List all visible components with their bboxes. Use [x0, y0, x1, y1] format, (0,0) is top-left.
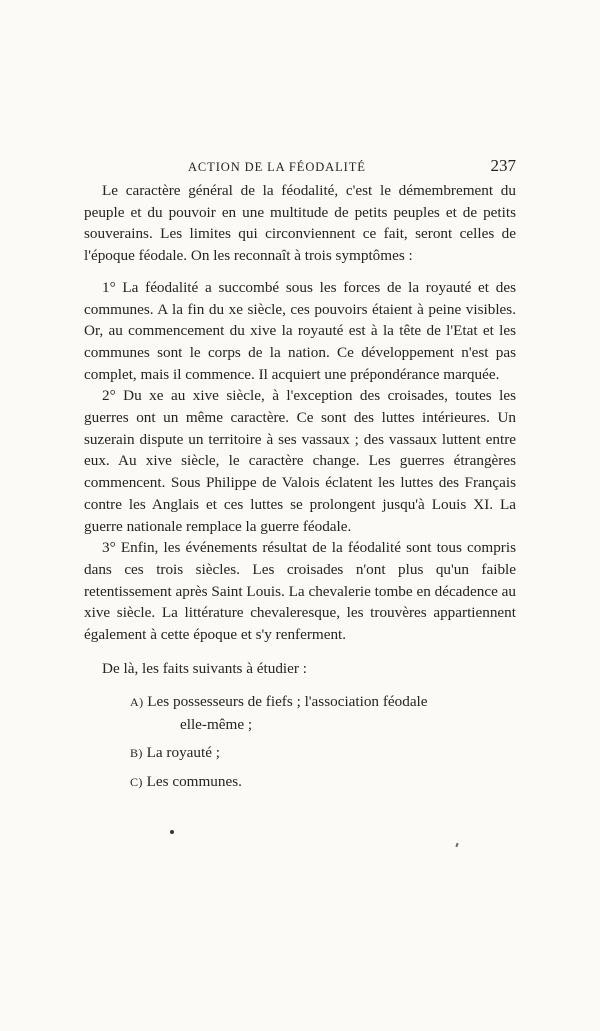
list-item-letter: A) — [130, 695, 144, 710]
ink-speck — [455, 843, 458, 847]
list-item-letter: B) — [130, 745, 143, 760]
list-intro: De là, les faits suivants à étudier : — [102, 659, 307, 677]
list-item — [84, 742, 516, 765]
paragraph-symptom-2: 2° Du xe au xive siècle, à l'exception des croisades, toutes les guerres ont un même caractère. Ce sont des luttes intérieures. Un suzerain dispute un territoire à ses vassaux ; des vassaux luttent entre eux. Au xive siècle, le caractère change. Les guerres étrangères commencent. Sous Philippe de Valois éclatent les luttes des Français contre les Anglais et ces luttes se prolongent jusqu'à Louis XI. La guerre nationale remplace la guerre féodale. — [84, 387, 516, 535]
list-item-text: Les communes. — [146, 772, 242, 790]
list-item-letter: C) — [130, 774, 143, 789]
list-item — [84, 691, 516, 735]
running-title: ACTION DE LA FÉODALITÉ — [188, 160, 366, 174]
topics-list — [84, 691, 516, 793]
page-number: 237 — [490, 156, 516, 175]
body-text — [84, 180, 516, 799]
paragraph-symptom-3: 3° Enfin, les événements résultat de la féodalité sont tous compris dans ces trois siècles. Les croisades n'ont plus qu'un faible retentissement après Saint Louis. La chevalerie tombe en décadence au xive siècle. La littérature chevaleresque, les trouvères appartiennent également à cette époque et s'y renferment. — [84, 539, 516, 644]
list-item — [84, 771, 516, 794]
list-item-text: La royauté ; — [146, 743, 220, 761]
paragraph-symptom-1: 1° La féodalité a succombé sous les forces de la royauté et des communes. A la fin du xe siècle, ces pouvoirs étaient à peine visibles. Or, au commencement du xive la royauté est à la tête de l'Etat et les communes sont le corps de la nation. Ce développement n'est pas complet, mais il commence. Il acquiert une prépondérance marquée. — [84, 278, 516, 383]
page-header — [84, 158, 516, 180]
paragraph-intro: Le caractère général de la féodalité, c'est le démembrement du peuple et du pouvoir en une multitude de petits peuples et de petits souverains. Les limites qui circonviennent ce fait, seront celles de l'époque féodale. On les reconnaît à trois symptômes : — [84, 182, 516, 265]
ink-speck — [170, 830, 174, 834]
list-item-text: Les possesseurs de fiefs ; l'association féodale — [147, 693, 428, 711]
list-item-continuation: elle-même ; — [180, 716, 253, 734]
